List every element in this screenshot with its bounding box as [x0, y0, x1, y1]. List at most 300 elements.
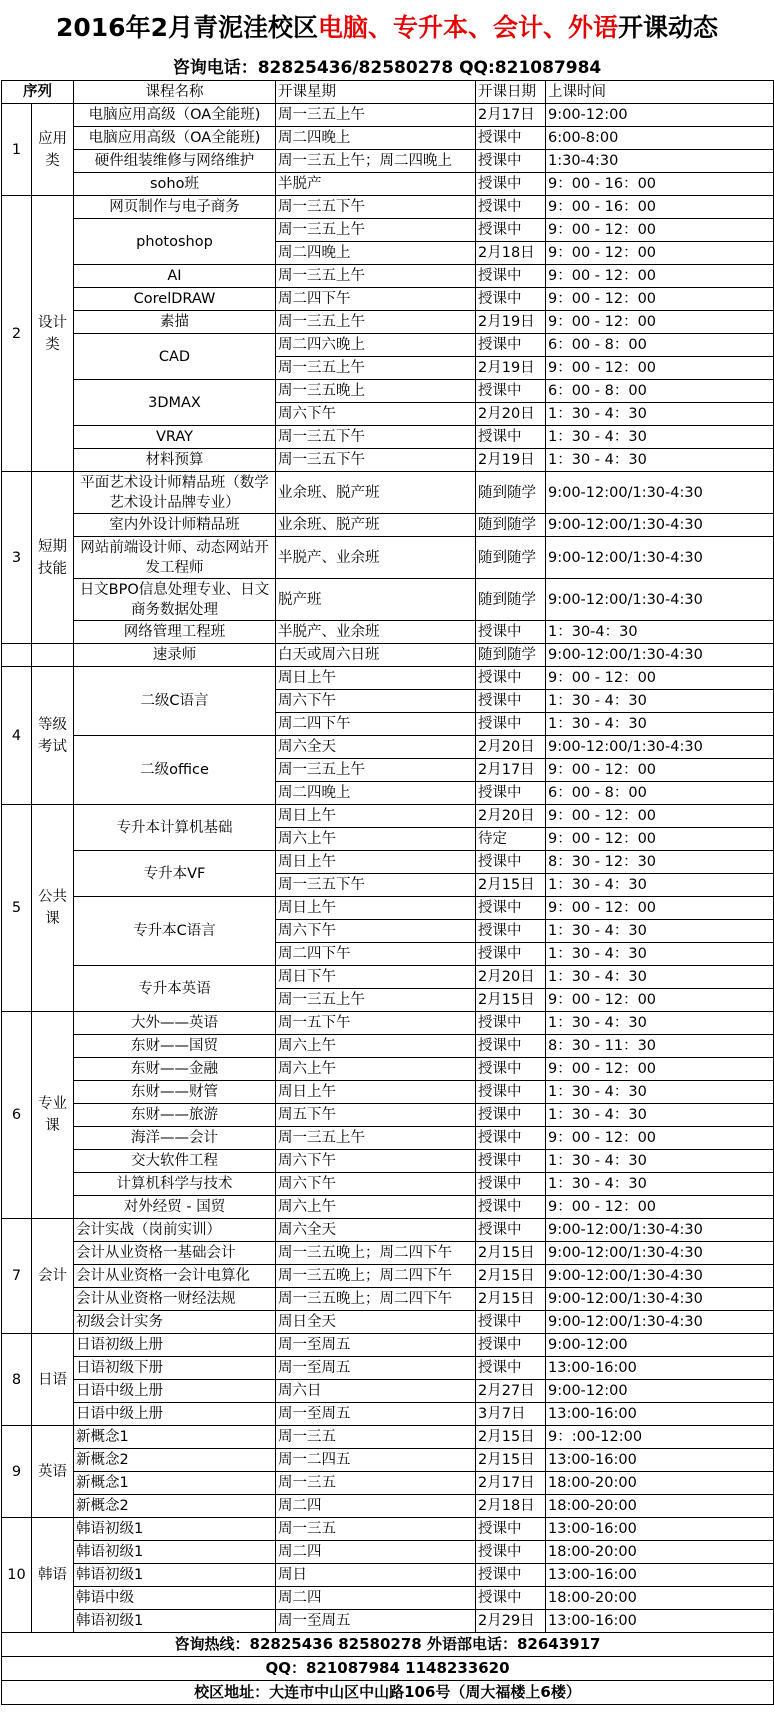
course-name: 电脑应用高级（OA全能班): [74, 127, 276, 150]
course-name: 海洋——会计: [74, 1127, 276, 1150]
session-time: 1：30 - 4：30: [546, 1081, 774, 1104]
table-row: [2, 1012, 774, 1035]
session-time: 1：30 - 4：30: [546, 403, 774, 426]
session-week: 周一三五上午: [276, 1127, 476, 1150]
course-name: soho班: [74, 173, 276, 196]
session-week: 周一三五晚上；周二四下午: [276, 1242, 476, 1265]
session-date: 2月29日: [476, 1610, 546, 1633]
group-number: 8: [2, 1334, 32, 1426]
session-week: 周一至周五: [276, 1610, 476, 1633]
session-week: 周日: [276, 1564, 476, 1587]
session-time: 9:00-12:00/1:30-4:30: [546, 579, 774, 621]
session-week: 周六上午: [276, 1058, 476, 1081]
course-name: 新概念1: [74, 1426, 276, 1449]
session-time: 13:00-16:00: [546, 1564, 774, 1587]
table-row: [2, 219, 774, 242]
session-date: 授课中: [476, 1058, 546, 1081]
table-row: [2, 1472, 774, 1495]
session-time: 9：00 - 12：00: [546, 1127, 774, 1150]
course-name: 东财——财管: [74, 1081, 276, 1104]
session-date: 2月15日: [476, 1426, 546, 1449]
session-date: 授课中: [476, 1518, 546, 1541]
table-row: [2, 1403, 774, 1426]
course-name: 会计从业资格一财经法规: [74, 1288, 276, 1311]
course-name: 专升本C语言: [74, 897, 276, 966]
session-time: 13:00-16:00: [546, 1518, 774, 1541]
table-row: [2, 1127, 774, 1150]
session-time: 9:00-12:00: [546, 104, 774, 127]
session-date: 2月20日: [476, 805, 546, 828]
session-date: 授课中: [476, 1035, 546, 1058]
session-week: 周日全天: [276, 1311, 476, 1334]
session-week: 周一至周五: [276, 1357, 476, 1380]
course-name: AI: [74, 265, 276, 288]
table-row: [2, 380, 774, 403]
session-time: 13:00-16:00: [546, 1357, 774, 1380]
session-time: 9：00 - 12：00: [546, 897, 774, 920]
session-week: 周二四晚上: [276, 127, 476, 150]
footer-address: 校区地址：大连市中山区中山路106号（周大福楼上6楼）: [2, 1681, 774, 1705]
table-row: [2, 537, 774, 579]
session-time: 13:00-16:00: [546, 1610, 774, 1633]
title-suffix: 开课动态: [617, 13, 718, 42]
session-time: 9：00 - 16：00: [546, 196, 774, 219]
footer-qq: QQ：821087984 1148233620: [2, 1657, 774, 1681]
session-week: 周五下午: [276, 1104, 476, 1127]
session-date: 授课中: [476, 288, 546, 311]
course-name: 韩语初级1: [74, 1564, 276, 1587]
session-time: 9:00-12:00: [546, 1334, 774, 1357]
session-week: 周一三五上午: [276, 989, 476, 1012]
course-name: 电脑应用高级（OA全能班): [74, 104, 276, 127]
group-number: 5: [2, 805, 32, 1012]
group-category: 会计: [32, 1219, 74, 1334]
session-time: 9:00-12:00/1:30-4:30: [546, 644, 774, 667]
session-date: 授课中: [476, 690, 546, 713]
session-date: 授课中: [476, 1104, 546, 1127]
group-number: 4: [2, 667, 32, 805]
session-date: 2月17日: [476, 759, 546, 782]
group-number: 10: [2, 1518, 32, 1633]
session-week: 周一三五上午: [276, 219, 476, 242]
session-date: 授课中: [476, 173, 546, 196]
session-date: 2月15日: [476, 989, 546, 1012]
session-week: 周六上午: [276, 828, 476, 851]
group-number: 9: [2, 1426, 32, 1518]
session-date: 授课中: [476, 1334, 546, 1357]
session-date: 2月20日: [476, 966, 546, 989]
session-time: 1：30-4：30: [546, 621, 774, 644]
schedule-body: [2, 104, 774, 1633]
group-category: 应用类: [32, 104, 74, 196]
course-name: 专升本英语: [74, 966, 276, 1012]
session-time: 9:00-12:00/1:30-4:30: [546, 537, 774, 579]
course-name: 日语中级上册: [74, 1380, 276, 1403]
course-name: 日语中级上册: [74, 1403, 276, 1426]
session-time: 1：30 - 4：30: [546, 426, 774, 449]
session-time: 1：30 - 4：30: [546, 713, 774, 736]
session-week: 周一三五: [276, 1518, 476, 1541]
session-week: 周日上午: [276, 1081, 476, 1104]
course-name: 新概念2: [74, 1449, 276, 1472]
footer-row: [2, 1633, 774, 1657]
session-week: 周日上午: [276, 667, 476, 690]
session-date: 随到随学: [476, 537, 546, 579]
session-time: 9:00-12:00/1:30-4:30: [546, 514, 774, 537]
session-time: 9：00 - 12：00: [546, 265, 774, 288]
session-week: 周一三五晚上；周二四下午: [276, 1265, 476, 1288]
session-date: 授课中: [476, 1150, 546, 1173]
session-week: 周一至周五: [276, 1403, 476, 1426]
session-week: 业余班、脱产班: [276, 472, 476, 514]
session-time: 8：30 - 12：30: [546, 851, 774, 874]
session-week: 周二四下午: [276, 288, 476, 311]
session-date: 随到随学: [476, 514, 546, 537]
session-date: 授课中: [476, 219, 546, 242]
table-row: [2, 1587, 774, 1610]
session-time: 9:00-12:00/1:30-4:30: [546, 1219, 774, 1242]
session-time: 9:00-12:00/1:30-4:30: [546, 1265, 774, 1288]
session-week: 周一三五下午: [276, 426, 476, 449]
course-name: 3DMAX: [74, 380, 276, 426]
table-row: [2, 805, 774, 828]
session-time: 6：00 - 8：00: [546, 782, 774, 805]
session-week: 周日上午: [276, 897, 476, 920]
course-name: 材料预算: [74, 449, 276, 472]
course-name: VRAY: [74, 426, 276, 449]
session-week: 周一三五上午: [276, 311, 476, 334]
course-name: 网站前端设计师、动态网站开发工程师: [74, 537, 276, 579]
session-date: 授课中: [476, 851, 546, 874]
session-time: 1：30 - 4：30: [546, 449, 774, 472]
session-time: 9:00-12:00/1:30-4:30: [546, 1311, 774, 1334]
session-time: 9：00 - 12：00: [546, 311, 774, 334]
course-name: 网络管理工程班: [74, 621, 276, 644]
course-name: 初级会计实务: [74, 1311, 276, 1334]
table-row: [2, 150, 774, 173]
session-week: 脱产班: [276, 579, 476, 621]
session-date: 授课中: [476, 150, 546, 173]
contact-line: 咨询电话：82825436/82580278 QQ:821087984: [172, 58, 602, 78]
course-name: 东财——国贸: [74, 1035, 276, 1058]
session-week: 周六上午: [276, 1196, 476, 1219]
session-week: 周一三五上午；周二四晚上: [276, 150, 476, 173]
session-date: 2月18日: [476, 242, 546, 265]
header-name: 课程名称: [74, 81, 276, 104]
table-row: [2, 1518, 774, 1541]
course-name: 硬件组装维修与网络维护: [74, 150, 276, 173]
table-row: [2, 1150, 774, 1173]
session-time: 9：00 - 12：00: [546, 288, 774, 311]
session-week: 周二四: [276, 1587, 476, 1610]
session-date: 2月18日: [476, 1495, 546, 1518]
table-row: [2, 334, 774, 357]
session-time: 9：00 - 12：00: [546, 219, 774, 242]
session-time: 1：30 - 4：30: [546, 943, 774, 966]
table-row: [2, 1173, 774, 1196]
session-week: 周一三五上午: [276, 104, 476, 127]
session-date: 授课中: [476, 621, 546, 644]
session-time: 6：00 - 8：00: [546, 380, 774, 403]
table-row: [2, 579, 774, 621]
session-week: 周一三五下午: [276, 874, 476, 897]
table-row: [2, 104, 774, 127]
footer-row: [2, 1657, 774, 1681]
session-time: 9：00 - 12：00: [546, 759, 774, 782]
table-row: [2, 1035, 774, 1058]
session-time: 1：30 - 4：30: [546, 1012, 774, 1035]
session-week: 周六全天: [276, 1219, 476, 1242]
session-time: 9：00 - 12：00: [546, 1196, 774, 1219]
group-category: 韩语: [32, 1518, 74, 1633]
title-highlight: 电脑、专升本、会计、外语: [317, 13, 618, 42]
table-row: [2, 196, 774, 219]
course-name: 韩语初级1: [74, 1610, 276, 1633]
session-time: 6：00 - 8：00: [546, 334, 774, 357]
table-row: [2, 1564, 774, 1587]
session-week: 周一三五晚上；周二四下午: [276, 1288, 476, 1311]
session-time: 1：30 - 4：30: [546, 874, 774, 897]
session-time: 13:00-16:00: [546, 1449, 774, 1472]
table-row: [2, 621, 774, 644]
session-week: 周六下午: [276, 1150, 476, 1173]
session-week: 周二四: [276, 1495, 476, 1518]
session-date: 授课中: [476, 1012, 546, 1035]
session-week: 周六下午: [276, 920, 476, 943]
session-time: 1：30 - 4：30: [546, 690, 774, 713]
session-date: 授课中: [476, 920, 546, 943]
session-time: 1：30 - 4：30: [546, 920, 774, 943]
session-date: 2月27日: [476, 1380, 546, 1403]
group-number: [2, 644, 32, 667]
table-row: [2, 426, 774, 449]
course-name: 速录师: [74, 644, 276, 667]
session-date: 2月20日: [476, 736, 546, 759]
session-week: 周二四下午: [276, 713, 476, 736]
session-date: 授课中: [476, 667, 546, 690]
session-time: 9：00 - 16：00: [546, 173, 774, 196]
group-category: 短期技能: [32, 472, 74, 644]
session-date: 2月19日: [476, 449, 546, 472]
session-week: 周一三五上午: [276, 357, 476, 380]
course-name: 日文BPO信息处理专业、日文商务数据处理: [74, 579, 276, 621]
group-category: 英语: [32, 1426, 74, 1518]
session-week: 周日下午: [276, 966, 476, 989]
table-row: [2, 1288, 774, 1311]
session-week: 周一至周五: [276, 1334, 476, 1357]
session-time: 8：30 - 11：30: [546, 1035, 774, 1058]
table-row: [2, 1541, 774, 1564]
group-number: 1: [2, 104, 32, 196]
footer-hotline: 咨询热线：82825436 82580278 外语部电话：82643917: [2, 1633, 774, 1657]
session-date: 授课中: [476, 265, 546, 288]
session-week: 周六全天: [276, 736, 476, 759]
course-name: CorelDRAW: [74, 288, 276, 311]
session-date: 授课中: [476, 1173, 546, 1196]
header-week: 开课星期: [276, 81, 476, 104]
course-name: 日语初级下册: [74, 1357, 276, 1380]
session-week: 周六日: [276, 1380, 476, 1403]
session-time: 1：30 - 4：30: [546, 1150, 774, 1173]
group-category: 专业课: [32, 1012, 74, 1219]
session-week: 周六下午: [276, 1173, 476, 1196]
session-time: 18:00-20:00: [546, 1495, 774, 1518]
header-time: 上课时间: [546, 81, 774, 104]
session-time: 1:30-4:30: [546, 150, 774, 173]
table-row: [2, 1081, 774, 1104]
session-week: 半脱产、业余班: [276, 621, 476, 644]
session-time: 1：30 - 4：30: [546, 1104, 774, 1127]
session-time: 18:00-20:00: [546, 1541, 774, 1564]
table-row: [2, 1449, 774, 1472]
session-time: 9：00 - 12：00: [546, 1058, 774, 1081]
session-week: 周一三五: [276, 1472, 476, 1495]
session-date: 授课中: [476, 897, 546, 920]
table-row: [2, 1357, 774, 1380]
course-name: 交大软件工程: [74, 1150, 276, 1173]
session-time: 9:00-12:00/1:30-4:30: [546, 736, 774, 759]
session-week: 周二四下午: [276, 943, 476, 966]
session-date: 2月15日: [476, 1265, 546, 1288]
table-row: [2, 127, 774, 150]
table-row: [2, 736, 774, 759]
session-time: 18:00-20:00: [546, 1587, 774, 1610]
session-week: 半脱产: [276, 173, 476, 196]
table-row: [2, 644, 774, 667]
course-name: 韩语初级1: [74, 1518, 276, 1541]
course-name: 东财——金融: [74, 1058, 276, 1081]
group-category: 设计类: [32, 196, 74, 472]
session-week: 周一三五下午: [276, 449, 476, 472]
session-week: 周一二四五: [276, 1449, 476, 1472]
session-date: 2月15日: [476, 1449, 546, 1472]
course-name: 东财——旅游: [74, 1104, 276, 1127]
title-prefix: 2016年2月青泥洼校区: [55, 13, 318, 42]
table-row: [2, 1104, 774, 1127]
course-name: 二级office: [74, 736, 276, 805]
group-number: 3: [2, 472, 32, 644]
course-name: 专升本计算机基础: [74, 805, 276, 851]
session-week: 周一三五: [276, 1426, 476, 1449]
course-name: CAD: [74, 334, 276, 380]
session-week: 周一三五下午: [276, 196, 476, 219]
course-name: 专升本VF: [74, 851, 276, 897]
session-time: 9:00-12:00: [546, 1380, 774, 1403]
session-week: 周一五下午: [276, 1012, 476, 1035]
session-week: 周一三五上午: [276, 265, 476, 288]
course-name: 平面艺术设计师精品班（数学艺术设计品牌专业）: [74, 472, 276, 514]
session-date: 2月20日: [476, 403, 546, 426]
session-week: 业余班、脱产班: [276, 514, 476, 537]
course-name: 新概念1: [74, 1472, 276, 1495]
header-row: [2, 81, 774, 104]
table-row: [2, 173, 774, 196]
session-date: 2月17日: [476, 1472, 546, 1495]
session-week: 周二四六晚上: [276, 334, 476, 357]
session-date: 授课中: [476, 334, 546, 357]
session-date: 2月15日: [476, 1242, 546, 1265]
session-date: 授课中: [476, 380, 546, 403]
session-date: 3月7日: [476, 1403, 546, 1426]
session-date: 授课中: [476, 782, 546, 805]
table-row: [2, 311, 774, 334]
session-date: 2月15日: [476, 1288, 546, 1311]
course-name: 计算机科学与技术: [74, 1173, 276, 1196]
table-row: [2, 1495, 774, 1518]
group-category: 日语: [32, 1334, 74, 1426]
session-week: 周一三五晚上: [276, 380, 476, 403]
group-number: 6: [2, 1012, 32, 1219]
course-name: 网页制作与电子商务: [74, 196, 276, 219]
session-date: 2月17日: [476, 104, 546, 127]
session-time: 13:00-16:00: [546, 1403, 774, 1426]
session-date: 授课中: [476, 1587, 546, 1610]
group-number: 7: [2, 1219, 32, 1334]
course-name: 二级C语言: [74, 667, 276, 736]
header-date: 开课日期: [476, 81, 546, 104]
session-time: 9：:00-12:00: [546, 1426, 774, 1449]
group-category: 等级考试: [32, 667, 74, 805]
session-time: 9:00-12:00/1:30-4:30: [546, 472, 774, 514]
session-time: 9:00-12:00/1:30-4:30: [546, 1288, 774, 1311]
session-date: 授课中: [476, 426, 546, 449]
table-row: [2, 1426, 774, 1449]
course-name: 对外经贸 - 国贸: [74, 1196, 276, 1219]
course-name: 会计从业资格一会计电算化: [74, 1265, 276, 1288]
session-date: 授课中: [476, 127, 546, 150]
table-row: [2, 1610, 774, 1633]
session-week: 周二四晚上: [276, 782, 476, 805]
course-name: 大外——英语: [74, 1012, 276, 1035]
table-row: [2, 1311, 774, 1334]
footer-row: [2, 1681, 774, 1705]
session-date: 授课中: [476, 713, 546, 736]
session-time: 9：00 - 12：00: [546, 242, 774, 265]
course-name: photoshop: [74, 219, 276, 265]
session-week: 白天或周六日班: [276, 644, 476, 667]
course-name: 会计从业资格一基础会计: [74, 1242, 276, 1265]
session-date: 授课中: [476, 1564, 546, 1587]
session-time: 9:00-12:00/1:30-4:30: [546, 1242, 774, 1265]
group-category: 公共课: [32, 805, 74, 1012]
session-time: 9：00 - 12：00: [546, 357, 774, 380]
group-number: 2: [2, 196, 32, 472]
course-name: 素描: [74, 311, 276, 334]
header-seq: 序列: [2, 81, 74, 104]
session-week: 周二四晚上: [276, 242, 476, 265]
table-row: [2, 667, 774, 690]
session-time: 6:00-8:00: [546, 127, 774, 150]
course-name: 会计实战（岗前实训）: [74, 1219, 276, 1242]
session-date: 授课中: [476, 196, 546, 219]
session-date: 授课中: [476, 1357, 546, 1380]
table-row: [2, 851, 774, 874]
page-title: [0, 0, 774, 56]
session-time: 1：30 - 4：30: [546, 966, 774, 989]
session-date: 随到随学: [476, 644, 546, 667]
table-row: [2, 1058, 774, 1081]
course-name: 日语初级上册: [74, 1334, 276, 1357]
session-week: 周日上午: [276, 851, 476, 874]
table-row: [2, 966, 774, 989]
session-time: 9：00 - 12：00: [546, 989, 774, 1012]
session-date: 随到随学: [476, 579, 546, 621]
course-name: 室内外设计师精品班: [74, 514, 276, 537]
session-date: 授课中: [476, 1311, 546, 1334]
table-row: [2, 514, 774, 537]
schedule-table: [1, 80, 774, 1705]
course-name: 韩语初级1: [74, 1541, 276, 1564]
